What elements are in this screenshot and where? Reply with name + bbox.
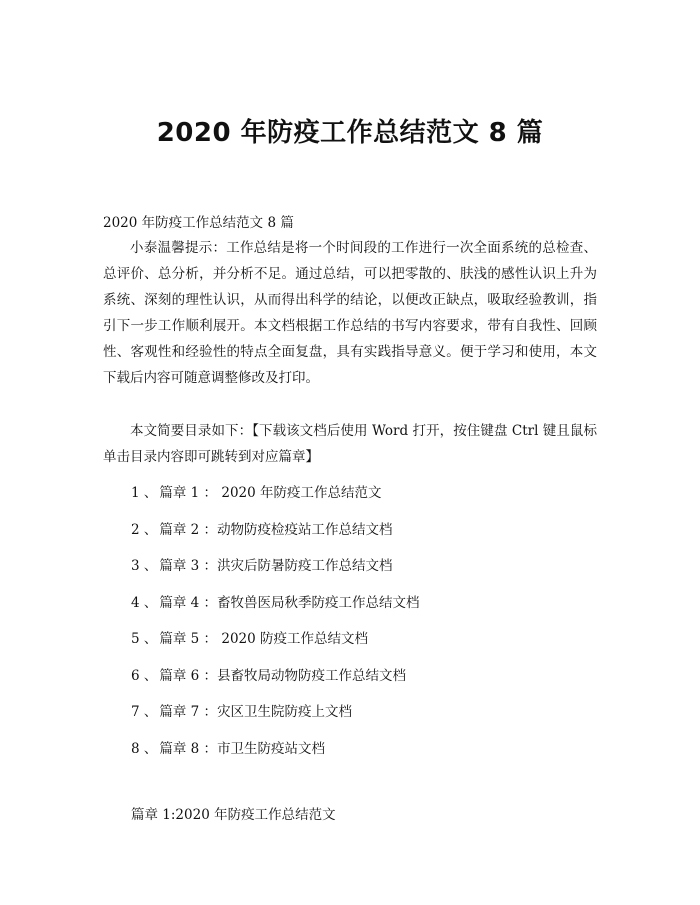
toc-chapter-title: 灾区卫生院防疫上文档 <box>217 704 353 720</box>
toc-number: 3 、 <box>131 558 158 574</box>
document-title: 2020 年防疫工作总结范文 8 篇 <box>156 118 544 148</box>
toc-item-8[interactable] <box>131 738 420 775</box>
toc-chapter-title: 畜牧兽医局秋季防疫工作总结文档 <box>217 594 420 611</box>
toc-number: 7 、 <box>131 704 158 720</box>
toc-number: 6 、 <box>131 667 158 684</box>
toc-chapter-label: 篇章 8 ： <box>159 740 218 757</box>
toc-number: 4 、 <box>131 594 158 611</box>
toc-number: 1 、 <box>131 485 158 501</box>
toc-chapter-label: 篇章 4 ： <box>159 594 218 611</box>
intro-paragraph: 小泰温馨提示：工作总结是将一个时间段的工作进行一次全面系统的总检查、总评价、总分析，并分析不足。通过总结，可以把零散的、肤浅的感性认识上升为系统、深刻的理性认识，从而得出科学的结论，以便改正缺点，吸取经验教训，指引下一步工作顺利展开。本文档根据工作总结的书写内容要求，带有自我性、回顾性、客观性和经验性的特点全面复盘，具有实践指导意义。便于学习和使用，本文下载后内容可随意调整修改及打印。 <box>103 240 597 386</box>
toc-chapter-label: 篇章 1 ： <box>159 485 218 501</box>
toc-chapter-label: 篇章 5 ： <box>159 631 218 647</box>
toc-number: 8 、 <box>131 740 158 757</box>
toc-chapter-title: 县畜牧局动物防疫工作总结文档 <box>217 667 407 684</box>
toc-item-4[interactable] <box>131 592 420 629</box>
toc-chapter-label: 篇章 7 ： <box>159 704 218 720</box>
toc-note-paragraph: 本文简要目录如下：【下载该文档后使用 Word 打开，按住键盘 Ctrl 键且鼠标单击目录内容即可跳转到对应篇章】 <box>103 423 597 465</box>
toc-item-3[interactable] <box>131 555 420 592</box>
toc-item-6[interactable] <box>131 665 420 702</box>
toc-item-7[interactable] <box>131 701 420 738</box>
toc-chapter-label: 篇章 6 ： <box>159 667 218 684</box>
toc-item-2[interactable] <box>131 519 420 556</box>
toc-chapter-label: 篇章 3 ： <box>159 558 218 574</box>
toc-chapter-title: 2020 防疫工作总结文档 <box>217 631 369 647</box>
toc-item-1[interactable] <box>131 482 420 519</box>
toc-number: 5 、 <box>131 631 158 647</box>
toc-chapter-title: 2020 年防疫工作总结范文 <box>217 485 382 501</box>
toc-item-5[interactable] <box>131 628 420 665</box>
table-of-contents <box>131 482 420 774</box>
document-subtitle: 2020 年防疫工作总结范文 8 篇 <box>103 215 294 231</box>
toc-chapter-title: 市卫生防疫站文档 <box>217 740 326 757</box>
toc-number: 2 、 <box>131 521 158 538</box>
toc-chapter-label: 篇章 2 ： <box>159 521 218 538</box>
section-heading: 篇章 1:2020 年防疫工作总结范文 <box>131 807 336 823</box>
toc-chapter-title: 洪灾后防暑防疫工作总结文档 <box>217 558 393 574</box>
toc-chapter-title: 动物防疫检疫站工作总结文档 <box>217 521 393 538</box>
